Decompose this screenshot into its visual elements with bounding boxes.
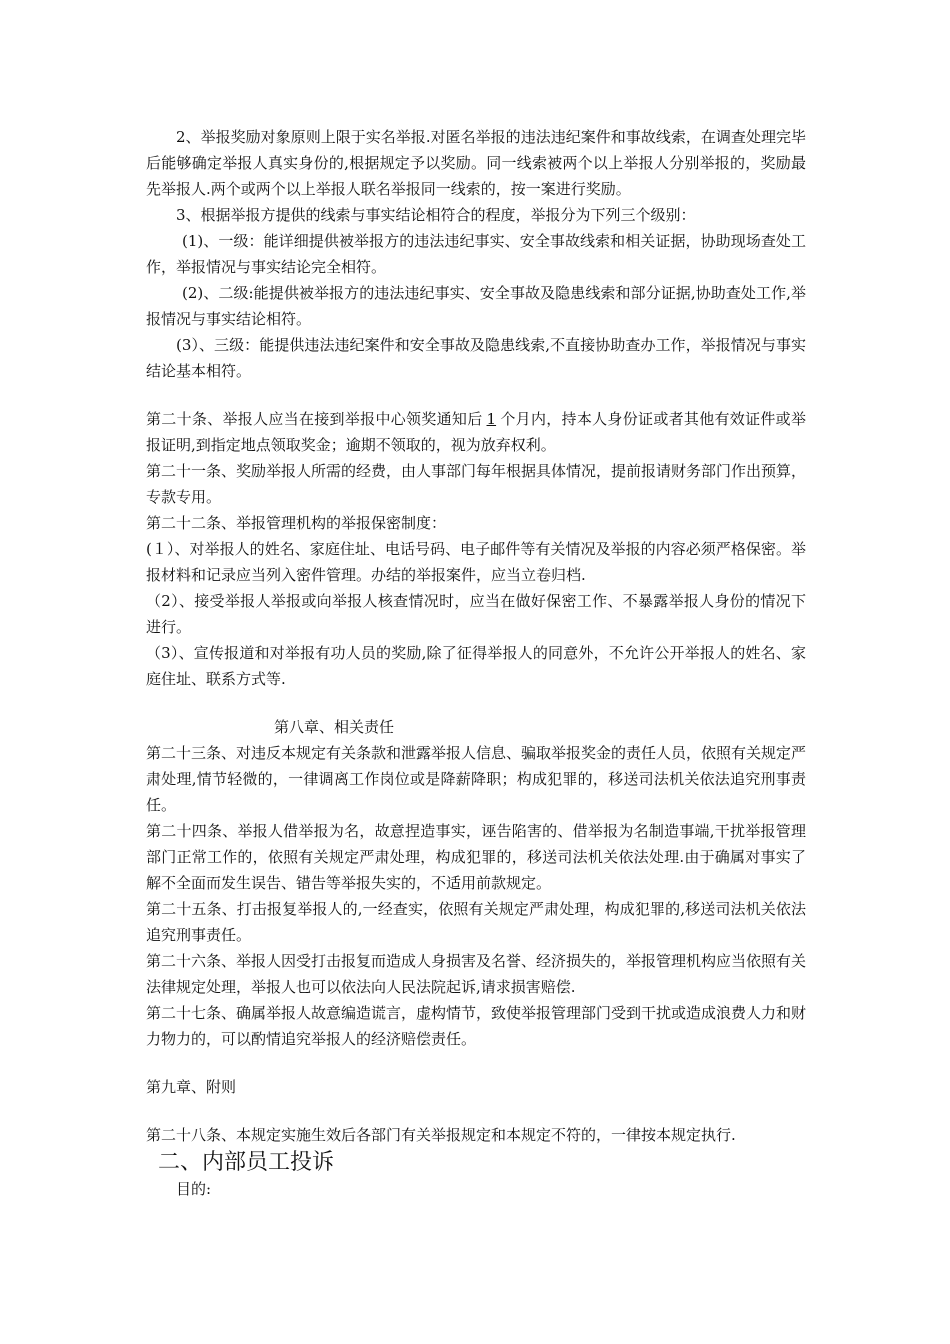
article-22: 第二十二条、举报管理机构的举报保密制度：: [146, 514, 447, 532]
article-20: [146, 406, 806, 458]
section-2-title: 二、内部员工投诉: [158, 1150, 335, 1175]
chapter-9-heading: 第九章、附则: [146, 1078, 237, 1096]
chapter-8-heading: 第八章、相关责任: [274, 718, 395, 736]
spacer: [146, 384, 806, 406]
article-20-part-b: 个月内，持本人身份证或者其他有效证件或举报证明,到指定地点领取奖金；逾期不领取的，视为放弃权利。: [146, 410, 806, 454]
purpose-label: 目的:: [176, 1180, 212, 1198]
report-levels-intro: 3、根据举报方提供的线索与事实结论相符合的程度，举报分为下列三个级别：: [176, 206, 696, 224]
level-one-paragraph: (1)、一级：能详细提供被举报方的违法违纪事实、安全事故线索和相关证据，协助现场查处工作，举报情况与事实结论完全相符。: [146, 232, 806, 276]
level-two-paragraph: (2)、二级:能提供被举报方的违法违纪事实、安全事故及隐患线索和部分证据,协助查处工作,举报情况与事实结论相符。: [146, 284, 806, 328]
article-26: 第二十六条、举报人因受打击报复而造成人身损害及名誉、经济损失的，举报管理机构应当依照有关法律规定处理，举报人也可以依法向人民法院起诉,请求损害赔偿.: [146, 952, 807, 996]
article-22-item-3: （3）、宣传报道和对举报有功人员的奖励,除了征得举报人的同意外，不允许公开举报人的姓名、家庭住址、联系方式等.: [146, 644, 806, 688]
article-25: 第二十五条、打击报复举报人的,一经查实，依照有关规定严肃处理，构成犯罪的,移送司法机关依法追究刑事责任。: [146, 900, 806, 944]
article-21: 第二十一条、奖励举报人所需的经费，由人事部门每年根据具体情况，提前报请财务部门作出预算，专款专用。: [146, 462, 807, 506]
spacer: [146, 692, 806, 714]
article-22-item-1: (１）、对举报人的姓名、家庭住址、电话号码、电子邮件等有关情况及举报的内容必须严格保密。举报材料和记录应当列入密件管理。办结的举报案件，应当立卷归档.: [146, 540, 806, 584]
spacer: [146, 1100, 806, 1122]
article-27: 第二十七条、确属举报人故意编造谎言，虚构情节，致使举报管理部门受到干扰或造成浪费人力和财力物力的，可以酌情追究举报人的经济赔偿责任。: [146, 1004, 807, 1048]
article-28: 第二十八条、本规定实施生效后各部门有关举报规定和本规定不符的，一律按本规定执行.: [146, 1126, 736, 1144]
reward-principle-paragraph: 2、举报奖励对象原则上限于实名举报.对匿名举报的违法违纪案件和事故线索，在调查处理完毕后能够确定举报人真实身份的,根据规定予以奖励。同一线索被两个以上举报人分别举报的，奖励最先举报人.两个或两个以上举报人联名举报同一线索的，按一案进行奖励。: [146, 128, 806, 198]
document-page: [146, 124, 806, 1200]
article-20-part-a: 第二十条、举报人应当在接到举报中心领奖通知后: [146, 410, 483, 428]
spacer: [146, 1052, 806, 1074]
article-22-item-2: （2）、接受举报人举报或向举报人核查情况时，应当在做好保密工作、不暴露举报人身份的情况下进行。: [146, 592, 806, 636]
article-20-month-count: 1: [486, 410, 497, 428]
level-three-paragraph: (3）、三级：能提供违法违纪案件和安全事故及隐患线索,不直接协助查办工作，举报情况与事实结论基本相符。: [146, 336, 806, 380]
article-23: 第二十三条、对违反本规定有关条款和泄露举报人信息、骗取举报奖金的责任人员，依照有关规定严肃处理,情节轻微的，一律调离工作岗位或是降薪降职；构成犯罪的，移送司法机关依法追究刑事责任。: [146, 744, 807, 814]
article-24: 第二十四条、举报人借举报为名，故意捏造事实，诬告陷害的、借举报为名制造事端,干扰举报管理部门正常工作的，依照有关规定严肃处理，构成犯罪的，移送司法机关依法处理.由于确属对事实了解不全面而发生误告、错告等举报失实的，不适用前款规定。: [146, 822, 806, 892]
